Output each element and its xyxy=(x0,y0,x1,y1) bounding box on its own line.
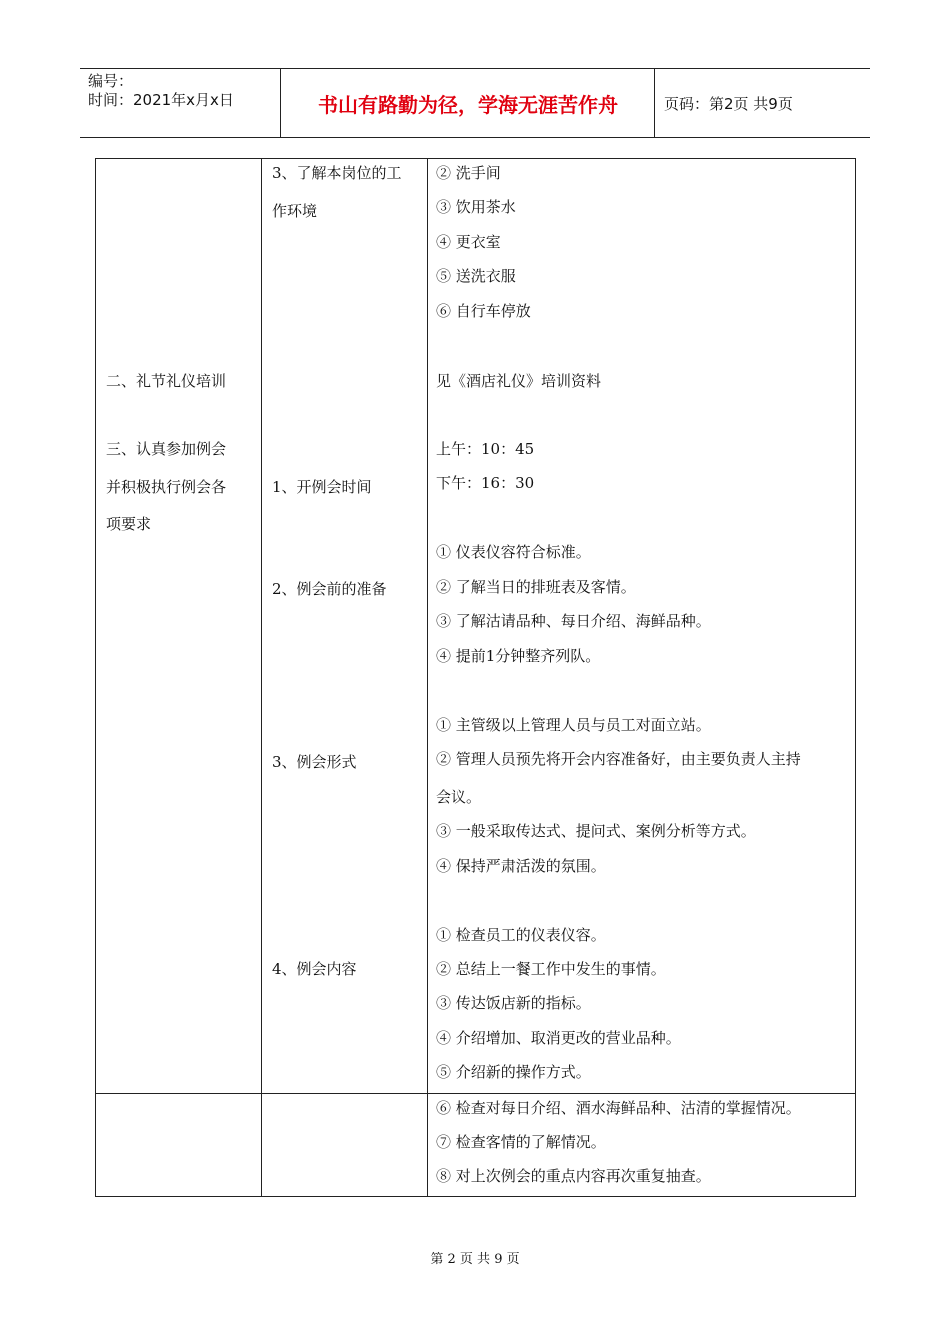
header-meta xyxy=(80,69,281,137)
subitem-work-environment-line2: 作环境 xyxy=(272,202,318,220)
header-motto: 书山有路勤为径，学海无涯苦作舟 xyxy=(282,69,655,137)
list-item: ⑦ 检查客情的了解情况。 xyxy=(436,1133,606,1151)
subitem-meeting-preparation: 2、例会前的准备 xyxy=(272,580,387,598)
list-item: ⑥ 自行车停放 xyxy=(436,302,531,320)
list-item: ② 管理人员预先将开会内容准备好，由主要负责人主持 xyxy=(436,750,801,768)
training-table xyxy=(95,158,856,1197)
row-divider xyxy=(96,1093,855,1094)
list-item: ② 了解当日的排班表及客情。 xyxy=(436,578,636,596)
subitem-work-environment-line1: 3、了解本岗位的工 xyxy=(272,164,402,182)
section-meeting-line1: 三、认真参加例会 xyxy=(106,440,227,458)
etiquette-reference: 见《酒店礼仪》培训资料 xyxy=(436,372,602,390)
list-item: ② 总结上一餐工作中发生的事情。 xyxy=(436,960,666,978)
list-item: ① 检查员工的仪表仪容。 xyxy=(436,926,606,944)
list-item: 会议。 xyxy=(436,788,482,806)
column-divider-2 xyxy=(427,159,428,1196)
page-header xyxy=(80,68,870,138)
list-item: ⑤ 介绍新的操作方式。 xyxy=(436,1063,591,1081)
list-item: ① 主管级以上管理人员与员工对面立站。 xyxy=(436,716,711,734)
section-etiquette-training: 二、礼节礼仪培训 xyxy=(106,372,227,390)
page-footer: 第 2 页 共 9 页 xyxy=(430,1252,520,1267)
header-page-info: 页码：第2页 共9页 xyxy=(664,94,793,113)
section-meeting-line2: 并积极执行例会各 xyxy=(106,478,227,496)
list-item: ⑧ 对上次例会的重点内容再次重复抽查。 xyxy=(436,1167,711,1185)
list-item: ③ 饮用茶水 xyxy=(436,198,516,216)
section-meeting-line3: 项要求 xyxy=(106,515,152,533)
list-item: ③ 传达饭店新的指标。 xyxy=(436,994,591,1012)
list-item: ③ 了解沽请品种、每日介绍、海鲜品种。 xyxy=(436,612,711,630)
list-item: ① 仪表仪容符合标准。 xyxy=(436,543,591,561)
column-divider-1 xyxy=(261,159,262,1196)
subitem-meeting-form: 3、例会形式 xyxy=(272,753,357,771)
subitem-meeting-time: 1、开例会时间 xyxy=(272,478,372,496)
list-item: ⑥ 检查对每日介绍、酒水海鲜品种、沽清的掌握情况。 xyxy=(436,1099,801,1117)
meeting-time-morning: 上午：10：45 xyxy=(436,440,535,458)
document-number-label: 编号： xyxy=(88,72,134,90)
list-item: ③ 一般采取传达式、提问式、案例分析等方式。 xyxy=(436,822,756,840)
list-item: ④ 介绍增加、取消更改的营业品种。 xyxy=(436,1029,681,1047)
list-item: ④ 保持严肃活泼的氛围。 xyxy=(436,857,606,875)
list-item: ④ 更衣室 xyxy=(436,233,501,251)
document-date: 时间：2021年x月x日 xyxy=(88,91,234,109)
meeting-time-afternoon: 下午：16：30 xyxy=(436,474,535,492)
list-item: ④ 提前1分钟整齐列队。 xyxy=(436,647,601,665)
list-item: ② 洗手间 xyxy=(436,164,501,182)
subitem-meeting-content: 4、例会内容 xyxy=(272,960,357,978)
list-item: ⑤ 送洗衣服 xyxy=(436,267,516,285)
